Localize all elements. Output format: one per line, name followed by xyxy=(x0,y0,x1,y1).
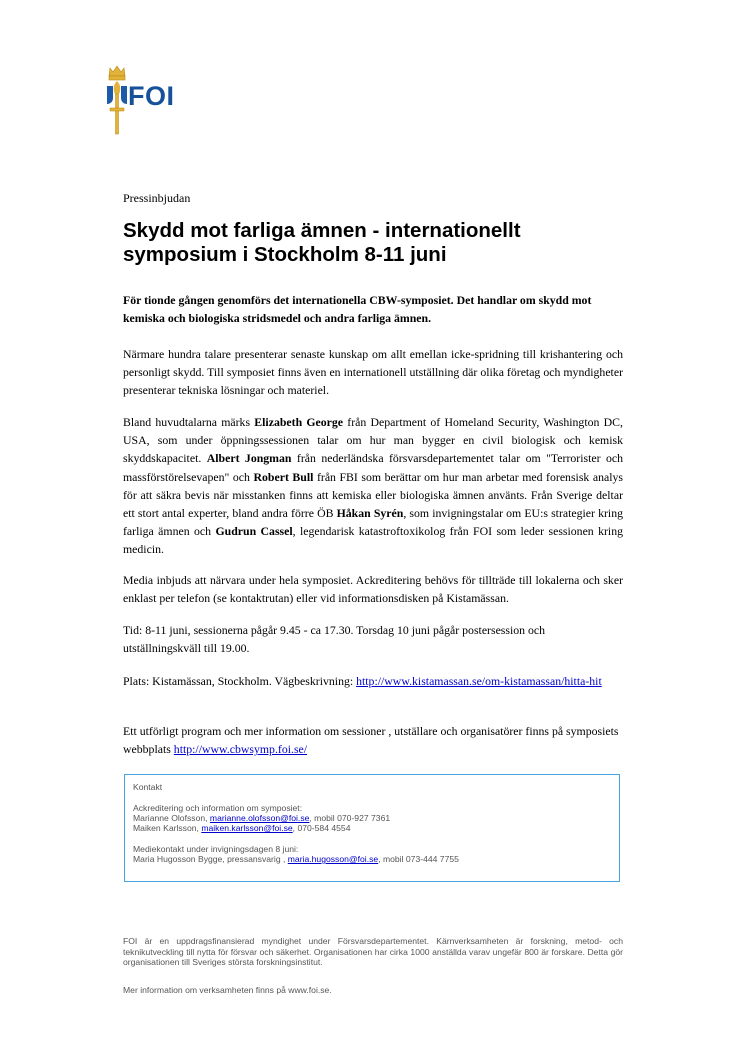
speaker-name: Gudrun Cassel xyxy=(215,524,293,539)
contact-line xyxy=(133,823,611,833)
accreditation-block xyxy=(133,803,611,833)
contact-box xyxy=(124,774,620,882)
directions-link[interactable]: http://www.kistamassan.se/om-kistamassan/hitta-hit xyxy=(356,674,602,688)
email-link[interactable]: maria.hugosson@foi.se xyxy=(287,854,379,864)
contact-phone: , mobil 073-444 7755 xyxy=(378,854,459,864)
place-text: Plats: Kistamässan, Stockholm. Vägbeskrivning: xyxy=(123,674,357,688)
footer-about: FOI är en uppdragsfinansierad myndighet under Försvarsdepartementet. Kärnverksamheten är forskning, metod- och teknikutveckling till nytta för försvar och säkerhet. Organisationen har cirka 1000 anställda varav ungefär 800 är forskare. Detta gör organisationen till Sveriges största forskningsinstitut. xyxy=(123,936,623,967)
speaker-name: Albert Jongman xyxy=(206,451,292,466)
speakers-text: Bland huvudtalarna märks xyxy=(123,415,255,429)
contact-heading: Kontakt xyxy=(133,782,163,792)
place-paragraph xyxy=(123,672,623,690)
intro-paragraph: Närmare hundra talare presenterar senaste kunskap om allt emellan icke-spridning till krishantering och personligt skydd. Till symposiet finns även en internationell utställning där olika företag och myndigheter presenterar tekniska lösningar och materiel. xyxy=(123,347,623,398)
accreditation-heading: Ackreditering och information om symposiet: xyxy=(133,803,303,813)
page-title: Skydd mot farliga ämnen - internationellt symposium i Stockholm 8-11 juni xyxy=(123,219,521,266)
contact-name: Maria Hugosson Bygge, pressansvarig , xyxy=(133,854,288,864)
speakers-text: från Department of Homeland Security, Washington DC, USA, som under öppningssessionen talar om hur man bygger en civil biologisk och kemisk skyddskapacitet. xyxy=(123,415,623,466)
contact-phone: , mobil 070-927 7361 xyxy=(309,813,391,823)
speaker-name: Robert Bull xyxy=(253,469,314,484)
time-paragraph: Tid: 8-11 juni, sessionerna pågår 9.45 - ca 17.30. Torsdag 10 juni pågår postersession och utställningskväll till 19.00. xyxy=(123,623,546,656)
email-link[interactable]: marianne.olofsson@foi.se xyxy=(209,813,310,823)
foi-emblem-icon xyxy=(104,64,130,136)
media-contact-block xyxy=(133,844,611,864)
logo-text: FOI xyxy=(128,81,175,111)
document-label: Pressinbjudan xyxy=(123,191,191,205)
speakers-text: från FBI som berättar om hur man arbetar med forensisk analys för att säkra bevis när misstanken finns att kemiska eller biologiska ämnen använts. Från Sverige deltar ett stort antal experter, bland andra förre ÖB xyxy=(123,469,623,521)
symposium-website-link[interactable]: http://www.cbwsymp.foi.se/ xyxy=(173,742,308,757)
speakers-text: från nederländska försvarsdepartementet talar om "Terrorister och massförstörelsevapen" och xyxy=(123,451,623,484)
contact-name: Marianne Olofsson, xyxy=(133,813,210,823)
contact-line xyxy=(133,813,611,823)
media-paragraph: Media inbjuds att närvara under hela symposiet. Ackreditering behövs för tillträde till lokalerna och sker enklast per telefon (se kontaktrutan) eller vid informationsdisken på Kistamässan. xyxy=(123,573,623,606)
speakers-paragraph xyxy=(123,413,623,559)
email-link[interactable]: maiken.karlsson@foi.se xyxy=(201,823,293,833)
footer-more-info: Mer information om verksamheten finns på www.foi.se. xyxy=(123,985,332,995)
speaker-name: Håkan Syrén xyxy=(336,506,404,521)
speakers-text: , som invigningstalar om EU:s strategier kring farliga ämnen och xyxy=(123,506,623,539)
contact-name: Maiken Karlsson, xyxy=(133,823,202,833)
program-text: Ett utförligt program och mer information om sessioner , utställare och organisatörer finns på symposiets webbplats xyxy=(123,724,619,757)
lead-paragraph: För tionde gången genomförs det internationella CBW-symposiet. Det handlar om skydd mot kemiska och biologiska stridsmedel och andra farliga ämnen. xyxy=(123,293,592,325)
contact-line xyxy=(133,854,611,864)
contact-phone: , 070-584 4554 xyxy=(292,823,351,833)
speakers-text: , legendarisk katastroftoxikolog från FOI som leder sessionen kring medicin. xyxy=(123,524,624,557)
program-paragraph xyxy=(123,722,623,758)
speaker-name: Elizabeth George xyxy=(254,415,344,429)
foi-logo xyxy=(104,64,208,136)
media-contact-heading: Mediekontakt under invigningsdagen 8 juni: xyxy=(133,844,299,854)
